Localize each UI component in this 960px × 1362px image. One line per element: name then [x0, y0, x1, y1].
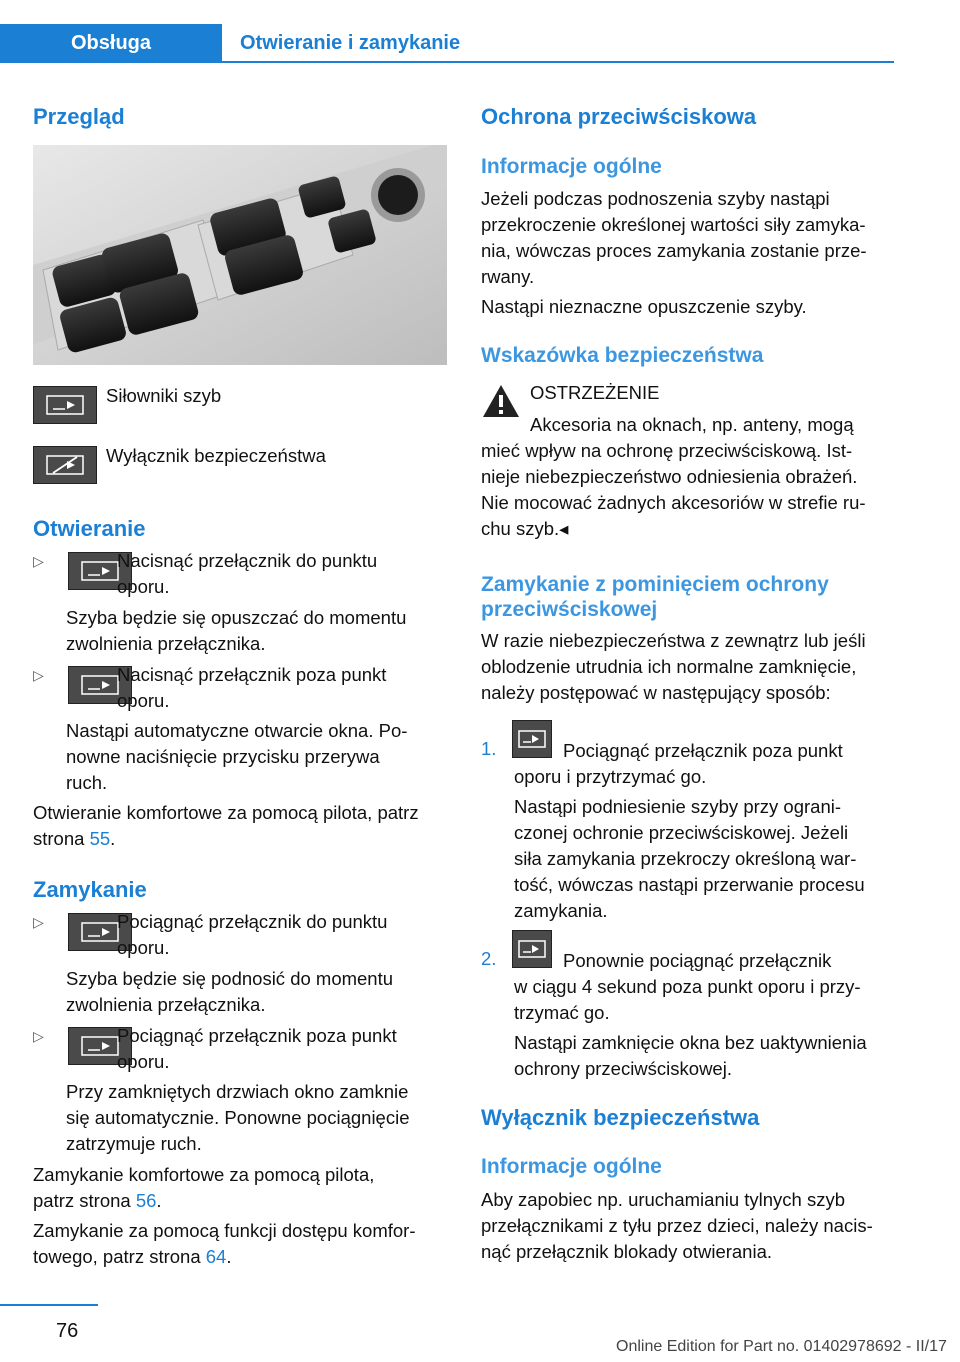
bullet-triangle-icon: ▷	[33, 914, 44, 930]
page-link[interactable]: 64	[205, 1246, 227, 1267]
text-line: Aby zapobiec np. uruchamianiu tylnych szyb	[481, 1189, 846, 1210]
switch-general-title: Informacje ogólne	[481, 1155, 662, 1178]
text-line: Zamykanie za pomocą funkcji dostępu komfor-	[33, 1220, 416, 1241]
text-line: .	[110, 828, 116, 849]
text-line: towego, patrz strona	[33, 1246, 206, 1267]
safety-title: Wskazówka bezpieczeństwa	[481, 344, 764, 367]
general-text	[481, 186, 867, 290]
text-line: oblodzenie utrudnia ich normalne zamknięcie,	[481, 656, 857, 677]
text-line: W razie niebezpieczeństwa z zewnątrz lub jeśli	[481, 630, 866, 651]
warning-triangle-icon	[481, 383, 521, 424]
text-line: czonej ochronie przeciwściskowej. Jeżeli	[514, 822, 849, 843]
safety-switch-icon	[33, 446, 97, 484]
text-line: przekroczenie określonej wartości siły zamyka-	[481, 214, 866, 235]
text-line: .	[226, 1246, 232, 1267]
header-bar	[0, 24, 892, 62]
text-line: oporu.	[117, 937, 170, 958]
step-2-result	[514, 1030, 867, 1082]
warning-text-1: Akcesoria na oknach, np. anteny, mogą	[530, 414, 854, 435]
bypass-text	[481, 628, 866, 706]
warning-text	[481, 438, 866, 542]
text-line: Nastąpi automatyczne otwarcie okna. Po-	[66, 720, 408, 741]
text-line: Jeżeli podczas podnoszenia szyby nastąpi	[481, 188, 830, 209]
footer-divider	[0, 1304, 98, 1306]
bullet-triangle-icon: ▷	[33, 553, 44, 569]
text-line: Przy zamkniętych drzwiach okno zamknie	[66, 1081, 409, 1102]
opening-action-1	[117, 548, 377, 600]
bullet-triangle-icon: ▷	[33, 1028, 44, 1044]
text-line: Zamykanie z pominięciem ochrony	[481, 573, 829, 596]
text-line: zamykania.	[514, 900, 608, 921]
warning-label: OSTRZEŻENIE	[530, 382, 660, 403]
text-line: siła zamykania przekroczy określoną war-	[514, 848, 857, 869]
text-line: nąć przełącznik blokady otwierania.	[481, 1241, 773, 1262]
text-line: Nacisnąć przełącznik poza punkt	[117, 664, 387, 685]
legend-label-window: Siłowniki szyb	[106, 385, 222, 406]
window-switch-icon	[512, 930, 552, 968]
closing-action-1	[117, 909, 387, 961]
text-line: Szyba będzie się opuszczać do momentu	[66, 607, 407, 628]
text-line: Nie mocować żadnych akcesoriów w strefie ru-	[481, 492, 866, 513]
closing-access	[33, 1218, 416, 1270]
tab-section[interactable]: Otwieranie i zamykanie	[240, 31, 461, 54]
antipinch-title: Ochrona przeciwściskowa	[481, 104, 757, 129]
opening-comfort	[33, 800, 419, 852]
window-switches-photo	[33, 145, 447, 365]
text-line: Pociągnąć przełącznik poza punkt	[117, 1025, 397, 1046]
step-2-action	[514, 974, 861, 1026]
tab-obsluga[interactable]: Obsługa	[0, 24, 222, 62]
general-text-2: Nastąpi nieznaczne opuszczenie szyby.	[481, 296, 807, 317]
header-divider	[0, 61, 894, 63]
step-2-action-l1: Ponownie pociągnąć przełącznik	[563, 950, 832, 971]
overview-title: Przegląd	[33, 104, 125, 129]
text-line: się automatycznie. Ponowne pociągnięcie	[66, 1107, 410, 1128]
general-title: Informacje ogólne	[481, 155, 662, 178]
text-line: Nacisnąć przełącznik do punktu	[117, 550, 378, 571]
switch-title: Wyłącznik bezpieczeństwa	[481, 1105, 760, 1130]
page-link[interactable]: 56	[135, 1190, 157, 1211]
bullet-triangle-icon: ▷	[33, 667, 44, 683]
closing-title: Zamykanie	[33, 877, 147, 902]
page-number: 76	[56, 1320, 79, 1342]
text-line: strona	[33, 828, 90, 849]
text-line: patrz strona	[33, 1190, 136, 1211]
step-number: 1.	[481, 738, 497, 759]
text-line: nieje niebezpieczeństwo odniesienia obrażeń.	[481, 466, 858, 487]
opening-result-1	[66, 605, 406, 657]
text-line: rwany.	[481, 266, 535, 287]
window-switch-icon	[33, 386, 97, 424]
text-line: należy postępować w następujący sposób:	[481, 682, 831, 703]
text-line: zatrzymuje ruch.	[66, 1133, 202, 1154]
text-line: zwolnienia przełącznika.	[66, 633, 266, 654]
step-number: 2.	[481, 948, 497, 969]
text-line: Szyba będzie się podnosić do momentu	[66, 968, 394, 989]
text-line: Nastąpi zamknięcie okna bez uaktywnienia	[514, 1032, 867, 1053]
text-line: przełącznikami z tyłu przez dzieci, należy nacis-	[481, 1215, 873, 1236]
closing-comfort	[33, 1162, 374, 1214]
text-line: w ciągu 4 sekund poza punkt oporu i przy-	[514, 976, 861, 997]
closing-result-1	[66, 966, 393, 1018]
text-line: Pociągnąć przełącznik do punktu	[117, 911, 388, 932]
text-line: mieć wpływ na ochronę przeciwściskową. Ist-	[481, 440, 853, 461]
opening-result-2	[66, 718, 407, 796]
bypass-title	[481, 572, 829, 622]
opening-title: Otwieranie	[33, 516, 146, 541]
text-line: oporu.	[117, 1051, 170, 1072]
switch-text	[481, 1187, 873, 1265]
closing-result-2	[66, 1079, 410, 1157]
text-line: oporu.	[117, 576, 170, 597]
step-1-action-l2: oporu i przytrzymać go.	[514, 766, 707, 787]
closing-action-2	[117, 1023, 397, 1075]
text-line: chu szyb.◂	[481, 518, 569, 539]
text-line: Nastąpi podniesienie szyby przy ograni-	[514, 796, 842, 817]
text-line: Zamykanie komfortowe za pomocą pilota,	[33, 1164, 375, 1185]
text-line: zwolnienia przełącznika.	[66, 994, 266, 1015]
text-line: oporu.	[117, 690, 170, 711]
text-line: .	[156, 1190, 162, 1211]
step-1-action-l1: Pociągnąć przełącznik poza punkt	[563, 740, 843, 761]
text-line: Otwieranie komfortowe za pomocą pilota, patrz	[33, 802, 419, 823]
text-line: ruch.	[66, 772, 108, 793]
opening-action-2	[117, 662, 386, 714]
text-line: trzymać go.	[514, 1002, 610, 1023]
edition-footer: Online Edition for Part no. 01402978692 - II/17	[616, 1338, 947, 1355]
text-line: nia, wówczas proces zamykania zostanie prze-	[481, 240, 867, 261]
page-link[interactable]: 55	[89, 828, 111, 849]
text-line: nowne naciśnięcie przycisku przerywa	[66, 746, 380, 767]
text-line: tość, wówczas nastąpi przerwanie procesu	[514, 874, 865, 895]
text-line: przeciwściskowej	[481, 598, 658, 621]
step-1-result	[514, 794, 865, 924]
legend-label-safety: Wyłącznik bezpieczeństwa	[106, 445, 326, 466]
window-switch-icon	[512, 720, 552, 758]
text-line: ochrony przeciwściskowej.	[514, 1058, 732, 1079]
